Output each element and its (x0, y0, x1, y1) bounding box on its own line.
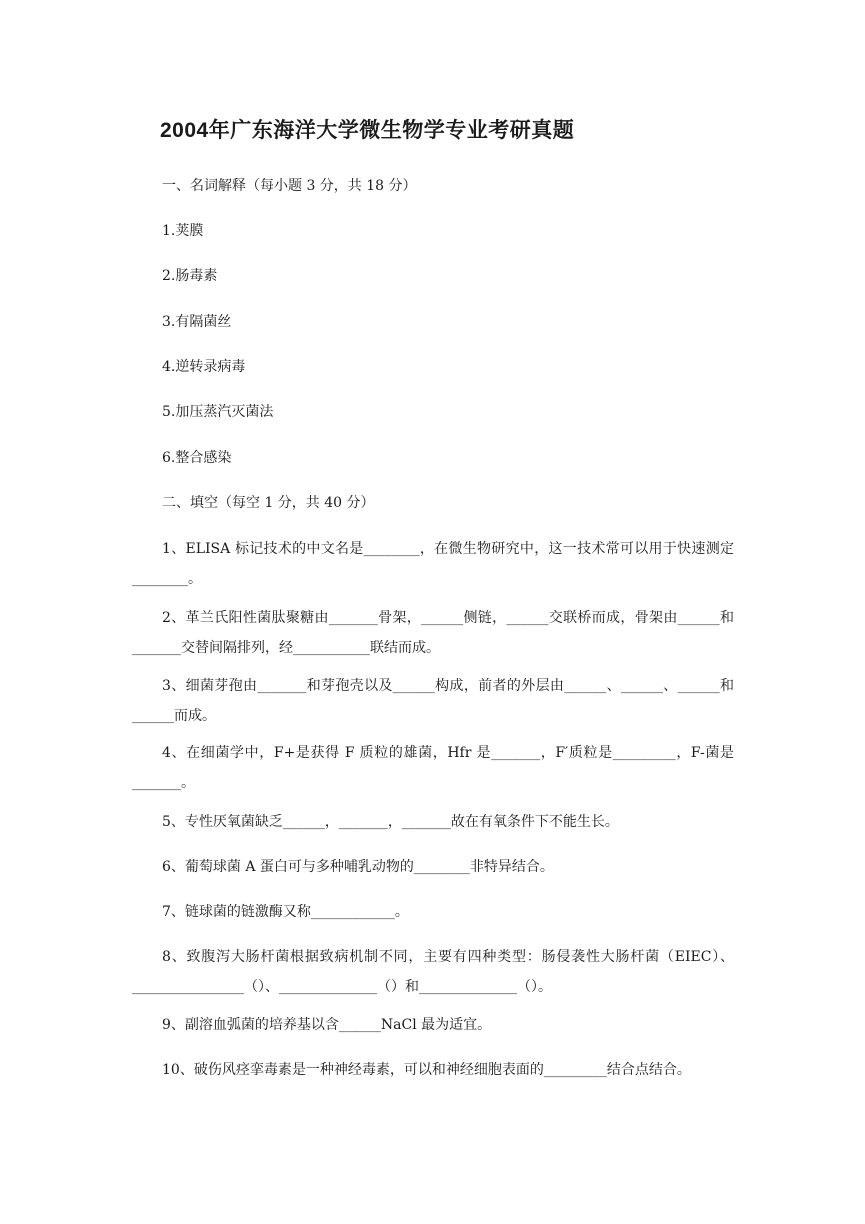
fill-in-question: 5、专性厌氧菌缺乏______，_______，_______故在有氧条件下不能生长。 (162, 814, 619, 830)
section-1-heading: 一、名词解释（每小题 3 分，共 18 分） (162, 178, 417, 194)
term-item: 2.肠毒素 (162, 268, 218, 284)
fill-in-question: 4、在细菌学中，F+是获得 F 质粒的雄菌，Hfr 是_______，F′质粒是_________，F-菌是_______。 (132, 745, 734, 791)
fill-in-question: 7、链球菌的链激酶又称____________。 (162, 904, 409, 920)
term-item: 6.整合感染 (162, 450, 232, 466)
term-item: 5.加压蒸汽灭菌法 (162, 404, 274, 420)
fill-in-question: 6、葡萄球菌 A 蛋白可与多种哺乳动物的________非特异结合。 (162, 859, 554, 875)
fill-in-question: 9、副溶血弧菌的培养基以含______NaCl 最为适宜。 (162, 1017, 492, 1033)
fill-in-question: 2、革兰氏阳性菌肽聚糖由_______骨架，______侧链，______交联桥而成，骨架由______和_______交替间隔排列，经___________联结而成。 (132, 610, 734, 656)
fill-in-question: 10、破伤风痉挛毒素是一种神经毒素，可以和神经细胞表面的_________结合点结合。 (162, 1062, 691, 1078)
term-item: 1.荚膜 (162, 223, 204, 239)
section-2-heading: 二、填空（每空 1 分，共 40 分） (162, 495, 375, 511)
term-item: 3.有隔菌丝 (162, 314, 232, 330)
fill-in-question: 8、致腹泻大肠杆菌根据致病机制不同，主要有四种类型：肠侵袭性大肠杆菌（EIEC）、________________（）、______________（）和______________（）。 (132, 949, 734, 995)
document-title: 2004年广东海洋大学微生物学专业考研真题 (160, 119, 575, 142)
term-item: 4.逆转录病毒 (162, 359, 246, 375)
fill-in-question: 3、细菌芽孢由_______和芽孢壳以及______构成，前者的外层由______、______、______和______而成。 (132, 678, 734, 724)
fill-in-question: 1、ELISA 标记技术的中文名是________，在微生物研究中，这一技术常可以用于快速测定________。 (132, 541, 734, 587)
